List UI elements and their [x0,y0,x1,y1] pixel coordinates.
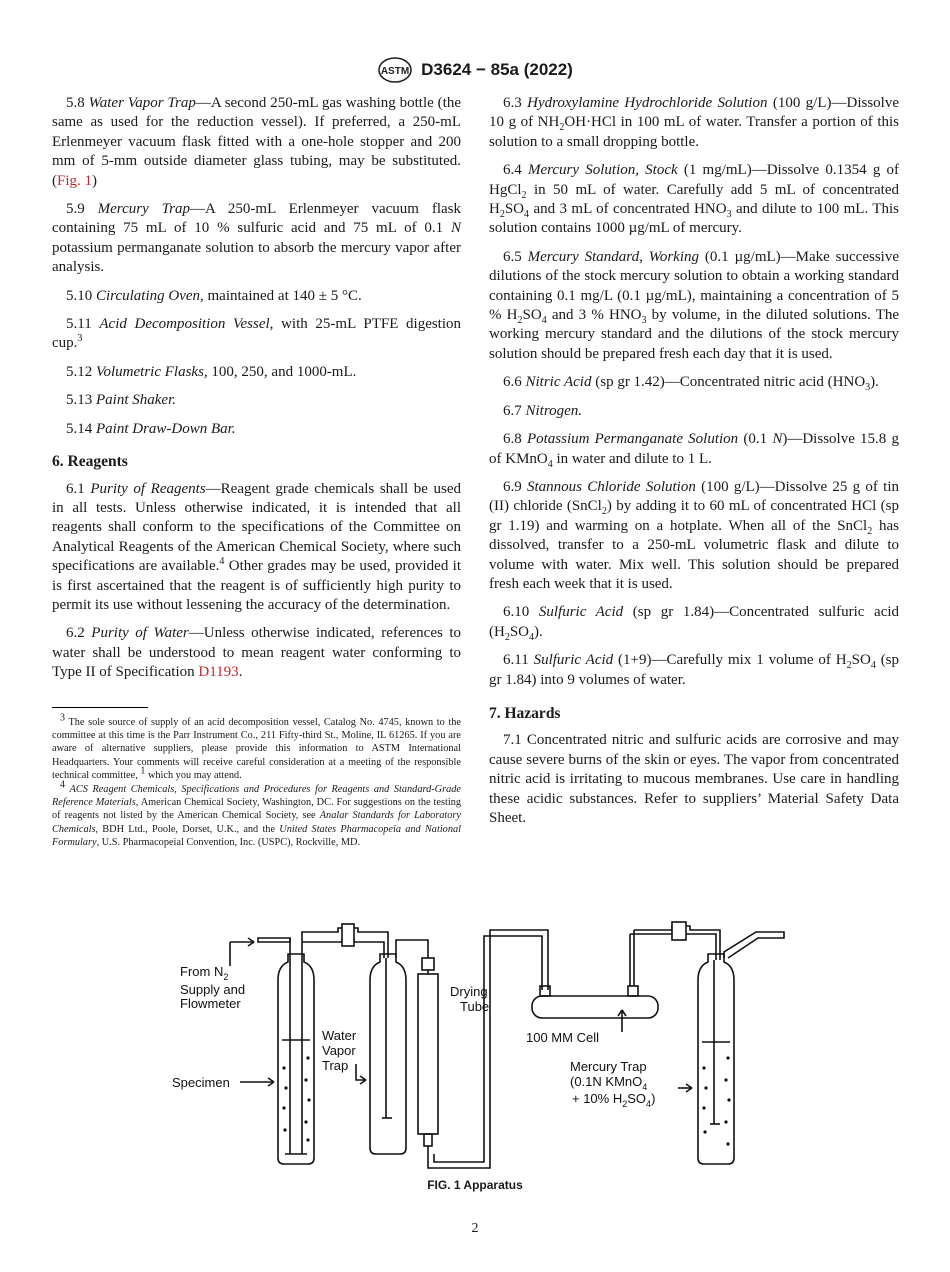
para-6-2: 6.2 Purity of Water—Unless otherwise indicated, references to water shall be understood to mean reagent water conforming to Type II of Specification D1193. [52,625,461,681]
footnote-ref-3[interactable]: 3 [77,333,83,345]
label-h2so4: + 10% $H_2SO_4$) [572,1091,656,1109]
para-5-9: 5.9 Mercury Trap—A 250-mL Erlenmeyer vacuum flask containing 75 mL of 10 % sulfuric acid and 75 mL of 0.1 N potassium permanganate solution to absorb the mercury vapor after analysis. [52,201,462,276]
label-vapor: Vapor [322,1043,356,1058]
astm-logo-text: ASTM [380,66,410,77]
footnote-3: $^3$ The sole source of supply of an acid decomposition vessel, Catalog No. 4745, known to the committee at this time is the Parr Instrument Co., 211 Fifty-third St., Moline, IL 61265. If you are aware of alternative suppliers, please provide this information to ASTM International Headquarters. Your comments will receive careful consideration at a meeting of the responsible technical committee, $^1$ which you may attend. [52,712,461,781]
page-header [0,56,950,84]
para-6-6: 6.6 Nitric Acid (sp gr 1.42)—Concentrated nitric acid $(HNO_3)$. [503,374,879,394]
para-6-1: 6.1 Purity of Reagents—Reagent grade chemicals shall be used in all tests. Unless otherwise indicated, it is intended that all reagents shall conform to the specifications of the Committee on Analytical Reagents of the American Chemical Society, where such specifications are available.$^4$ Other grades may be used, provided it is first ascertained that the reagent is of sufficiently high purity to permit its use without lessening the accuracy of the determination. [52,480,462,613]
astm-logo-icon [377,56,413,84]
para-6-5: 6.5 Mercury Standard, Working (0.1 µg/mL)—Make successive dilutions of the stock mercury solution to obtain a working standard containing 0.1 mg/L (0.1 µg/mL), maintaining a concentration of 5 % $H_2SO_4$ and 3 % $HNO_3$ by volume, in the diluted solutions. The working mercury standard and the dilutions of the stock mercury solution should be prepared fresh each day that it is used. [489,248,900,362]
para-5-14: 5.14 Paint Draw-Down Bar. [66,420,236,437]
footnote-4: $^4$ ACS Reagent Chemicals, Specifications and Procedures for Reagents and Standard-Grade Reference Materials, American Chemical Society, Washington, DC. For suggestions on the testing of reagents not listed by the American Chemical Society, see Analar Standards for Laboratory Chemicals, BDH Ltd., Poole, Dorset, U.K., and the United States Pharmacopeia and National Formulary, U.S. Pharmacopeial Convention, Inc. (USPC), Rockville, MD. [52,779,461,848]
figure-caption: FIG. 1 Apparatus [427,1178,523,1192]
left-column [52,94,461,692]
label-mercury-trap: Mercury Trap [570,1059,647,1074]
para-5-12: 5.12 Volumetric Flasks, 100, 250, and 1000-mL. [66,363,357,380]
apparatus-figure [160,918,790,1176]
mercury-trap [698,932,784,1164]
water-vapor-trap [370,940,428,1154]
para-6-8: 6.8 Potassium Permanganate Solution (0.1 N)—Dissolve 15.8 g of KMnO$_4$ in water and dilute to 1 L. [489,431,900,470]
para-6-4: 6.4 Mercury Solution, Stock (1 mg/mL)—Dissolve 0.1354 g of HgCl$_2$ in 50 mL of water. Carefully add 5 mL of concentrated $H_2SO_4$ and 3 mL of concentrated $HNO_3$ and dilute to 100 mL. This solution contains 1000 µg/mL of mercury. [489,162,900,237]
para-6-3: 6.3 Hydroxylamine Hydrochloride Solution (100 g/L)—Dissolve 10 g of $NH_2OH\cdot HCl$ in 100 mL of water. Transfer a portion of this solution to a small dropping bottle. [489,95,900,150]
para-5-11: 5.11 Acid Decomposition Vessel, with 25-mL PTFE digestion cup.$^3$ [52,316,462,352]
para-5-13: 5.13 Paint Shaker. [66,392,176,409]
d1193-link[interactable]: D1193 [198,664,239,681]
label-water: Water [322,1028,357,1043]
label-specimen: Specimen [172,1075,230,1090]
label-kmno4: (0.1N KMnO$_4$ [570,1074,648,1092]
label-trap: Trap [322,1058,349,1073]
para-6-10: 6.10 Sulfuric Acid (sp gr 1.84)—Concentrated sulfuric acid $(H_2SO_4)$. [489,604,900,643]
fig-1-link[interactable]: Fig. 1 [57,172,93,189]
label-supply-and: Supply and [180,982,246,997]
label-tube: Tube [460,999,490,1014]
page-number: 2 [471,1221,479,1236]
para-7-1: 7.1 Concentrated nitric and sulfuric acids are corrosive and may cause severe burns of the skin or eyes. The vapor from concentrated nitric acid is irritating to mucous membranes. Use care in handling these acidic substances. Refer to suppliers’ Material Safety Data Sheet. [489,732,900,826]
section-6-heading: 6. Reagents [52,453,128,471]
para-6-9: 6.9 Stannous Chloride Solution (100 g/L)—Dissolve 25 g of tin (II) chloride (SnCl$_2$) by adding it to 60 mL of concentrated HCl (sp gr 1.19) and warming on a hotplate. When all of the SnCl$_2$ has dissolved, transfer to a 250-mL volumetric flask and dilute to volume with water. Mix well. This solution should be prepared fresh each week that it is used. [489,478,899,592]
para-6-11: 6.11 Sulfuric Acid (1+9)—Carefully mix 1 volume of $H_2SO_4$ (sp gr 1.84) into 9 volumes of water. [489,652,900,688]
para-5-8: 5.8 Water Vapor Trap—A second 250-mL gas washing bottle (the same as used for the reduction vessel). If preferred, a 250-mL Erlenmeyer vacuum flask fitted with a one-hole stopper and 200 mm of 5-mm outside diameter glass tubing, may be substituted. (Fig. 1) [52,95,461,189]
label-n2-supply: From $N_2$ [180,964,229,982]
section-7-heading: 7. Hazards [489,704,561,722]
right-column [489,94,899,837]
para-6-7: 6.7 Nitrogen. [503,402,583,419]
footnotes [52,712,461,850]
drying-tube [418,958,438,1154]
absorption-cell [532,930,658,1018]
label-drying: Drying [450,984,488,999]
label-100mm-cell: 100 MM Cell [526,1030,599,1045]
footnote-divider [52,707,148,708]
label-flowmeter: Flowmeter [180,996,241,1011]
para-5-10: 5.10 Circulating Oven, maintained at 140 ± 5 °C. [66,287,362,304]
reduction-vessel [258,938,314,1164]
document-designation: D3624 − 85a (2022) [421,60,573,79]
footnote-ref-4[interactable]: 4 [219,556,225,568]
